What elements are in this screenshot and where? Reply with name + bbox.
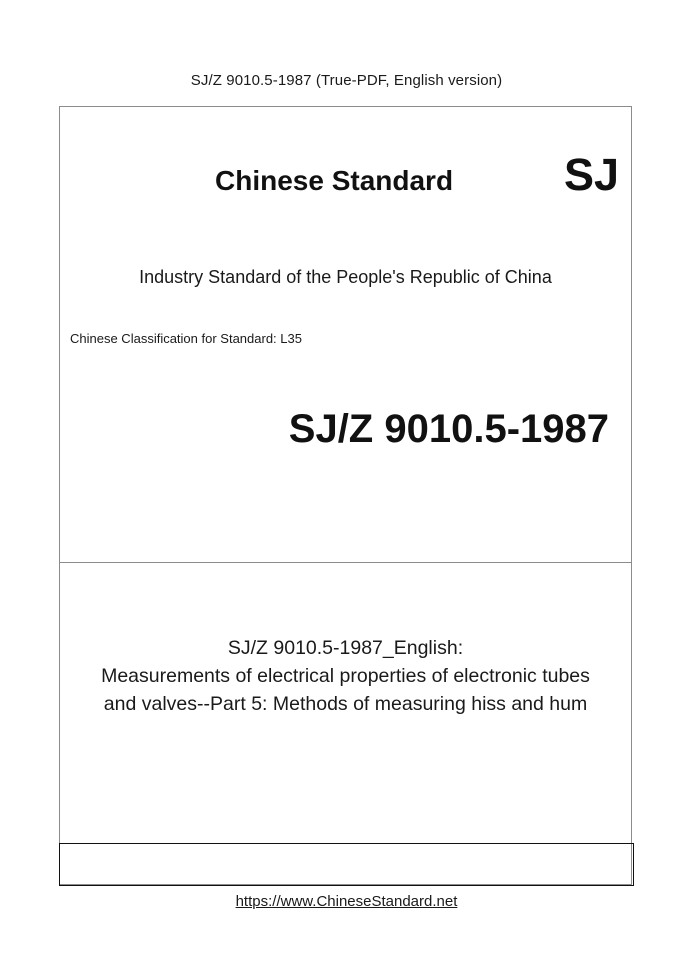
cover-frame (59, 106, 632, 885)
title-line-2: Measurements of electrical properties of electronic tubes (101, 665, 590, 687)
website-link[interactable]: https://www.ChineseStandard.net (235, 893, 458, 910)
title-line-1: SJ/Z 9010.5-1987_English: (227, 637, 464, 659)
cover-title-section (60, 562, 631, 843)
cover-top-section (60, 107, 631, 563)
cover-bottom-box (59, 843, 634, 886)
classification-line: Chinese Classification for Standard: L35 (70, 331, 302, 346)
standard-title: Chinese Standard (215, 165, 454, 196)
title-line-3: and valves--Part 5: Methods of measuring hiss and hum (103, 693, 588, 715)
standard-code-mark: SJ (563, 149, 619, 200)
document-number: SJ/Z 9010.5-1987 (288, 407, 609, 451)
english-title (60, 634, 631, 718)
industry-line: Industry Standard of the People's Republic of China (139, 267, 552, 287)
page-header: SJ/Z 9010.5-1987 (True-PDF, English version) (190, 72, 503, 89)
